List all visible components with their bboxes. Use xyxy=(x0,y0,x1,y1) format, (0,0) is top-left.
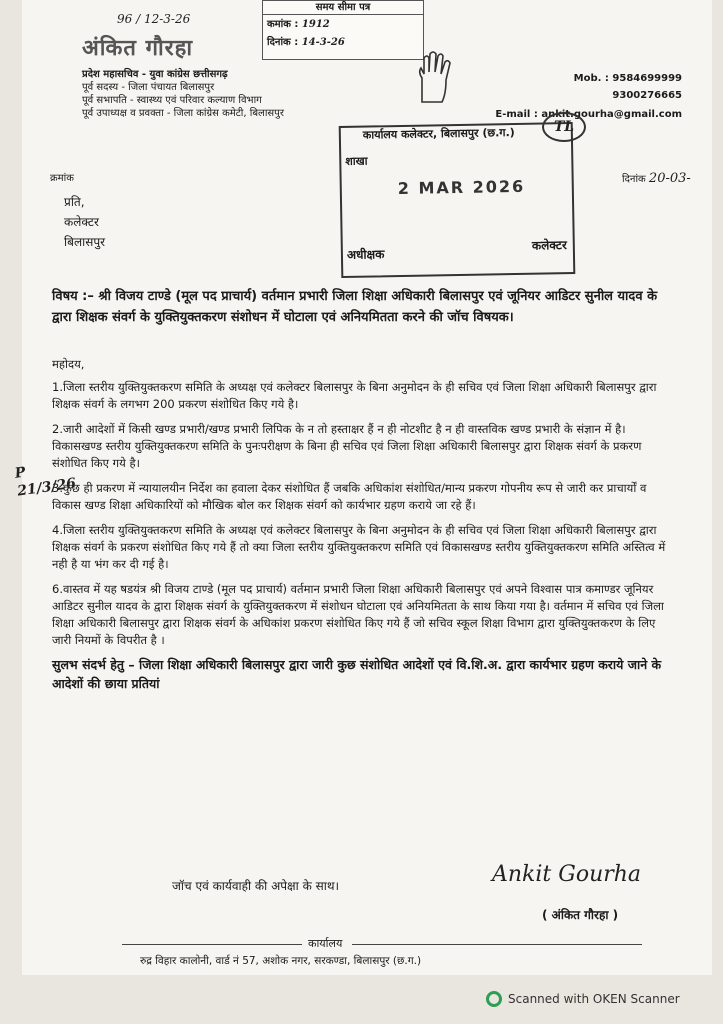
email-line: E-mail : ankit.gourha@gmail.com xyxy=(495,109,682,120)
margin-note: P 21/3/26 xyxy=(13,464,77,500)
reference-line: सुलभ संदर्भ हेतु – जिला शिक्षा अधिकारी बिलासपुर द्वारा जारी कुछ संशोधित आदेशों एवं वि.शि.अ. द्वारा कार्यभार ग्रहण कराये जाने के आदेशों की छाया प्रतियां xyxy=(52,657,662,691)
recipient-prati: प्रति, xyxy=(64,195,85,209)
letter-date-value: 20-03- xyxy=(648,171,691,186)
point-4: 4.जिला स्तरीय युक्तियुक्तकरण समिति के अध्यक्ष एवं कलेक्टर बिलासपुर के बिना अनुमोदन के ही सचिव एवं जिला शिक्षा अधिकारी बिलासपुर द्वारा शिक्षक संवर्ग के प्रकरण संशोधित किए गये हैं तो क्या जिला स्तरीय युक्तियुक्तकरण समिति एवं विकासखण्ड स्तरीय युक्तियुक्तकरण समिति अस्तित्व में नही है या भंग कर दी गई है। xyxy=(52,523,666,571)
footer-rule-left xyxy=(122,944,302,945)
handwritten-top-note: 96 / 12-3-26 xyxy=(117,12,191,26)
point-1: 1.जिला स्तरीय युक्तियुक्तकरण समिति के अध्यक्ष एवं कलेक्टर बिलासपुर के बिना अनुमोदन के ही सचिव एवं जिला शिक्षा अधिकारी बिलासपुर द्वारा शिक्षक संवर्ग के लगभग 200 प्रकरण संशोधित किए गये है। xyxy=(52,380,657,411)
letter-page xyxy=(13,0,712,975)
slip-kramank-value: 1912 xyxy=(301,19,330,30)
signature: Ankit Gourha xyxy=(492,862,642,887)
slip-title: समय सीमा पत्र xyxy=(263,1,423,15)
closing-line: जॉच एवं कार्यवाही की अपेक्षा के साथ। xyxy=(172,879,340,893)
point-6: 6.वास्तव में यह षडयंत्र श्री विजय टाण्डे (मूल पद प्राचार्य) वर्तमान प्रभारी जिला शिक्षा अधिकारी बिलासपुर एवं अपने विश्वास पात्र कमाण्डर जूनियर आडिटर सुनील यादव के द्वारा शिक्षक संवर्ग के युक्तियुक्तकरण में संशोधन घोटाला एवं अनियमितता के साथ किया गया है। वर्तमान में सचिव एवं जिला शिक्षा अधिकारी बिलासपुर द्वारा शिक्षक संवर्ग के अधिकांश प्रकरण संशोधित किए गये हैं जो सचिव स्कूल शिक्षा विभाग द्वारा युक्तियुक्तकरण के लिए जारी नियमों के विपरीत है । xyxy=(52,582,664,647)
slip-dinank-value: 14-3-26 xyxy=(301,37,345,48)
contact-block xyxy=(522,70,682,104)
sender-name: अंकित गौरहा xyxy=(82,35,194,61)
footer-office-label: कार्यालय xyxy=(308,937,343,950)
party-hand-icon xyxy=(412,50,458,106)
scanner-watermark xyxy=(486,987,716,1011)
designation-line: पूर्व सदस्य - जिला पंचायत बिलासपुर xyxy=(82,82,215,93)
mobile-label: Mob. : xyxy=(573,73,609,84)
slip-dinank-label: दिनांक xyxy=(267,37,291,48)
letter-date xyxy=(622,172,691,186)
footer-rule-right xyxy=(352,944,642,945)
designation-line: पूर्व उपाध्यक्ष व प्रवक्ता - जिला कांग्रेस कमेटी, बिलासपुर xyxy=(82,108,284,119)
letter-date-label: दिनांक xyxy=(622,174,646,185)
stamp-date: 2 MAR 2026 xyxy=(397,176,526,199)
recipient-line-1: कलेक्टर xyxy=(64,215,99,229)
designation-list xyxy=(82,68,402,120)
recipient-block xyxy=(64,192,105,252)
circled-initials: TL xyxy=(542,112,586,142)
point-3: 3.कुछ ही प्रकरण में न्यायालयीन निर्देश का हवाला देकर संशोधित हैं जबकि अधिकांश संशोधित/मान्य प्रकरण गोपनीय रूप से जारी कर प्राचार्यों व विकास खण्ड शिक्षा अधिकारियों को मौखिक बोल कर शिक्षक संवर्ग को कार्यभार ग्रहण कराये जा रहे हैं। xyxy=(52,481,647,512)
receipt-slip: समय सीमा पत्र कमांक : 1912 दिनांक : 14-3-26 xyxy=(262,0,424,60)
footer-address: रुद्र विहार कालोनी, वार्ड नं 57, अशोक नगर, सरकण्डा, बिलासपुर (छ.ग.) xyxy=(140,955,422,967)
mobile-number-1: 9584699999 xyxy=(612,73,682,84)
stamp-shakha: शाखा xyxy=(345,154,368,168)
letter-kramank: क्रमांक xyxy=(50,173,74,184)
stamp-collector: कलेक्टर xyxy=(531,238,567,253)
signer-name: ( अंकित गौरहा ) xyxy=(542,908,619,922)
designation-line: पूर्व सभापति - स्वास्थ्य एवं परिवार कल्याण विभाग xyxy=(82,95,262,106)
letter-subject: विषय :– श्री विजय टाण्डे (मूल पद प्राचार्य) वर्तमान प्रभारी जिला शिक्षा अधिकारी बिलासपुर एवं जूनियर आडिटर सुनील यादव के द्वारा शिक्षक संवर्ग के युक्तियुक्तकरण संशोधन में घोटाला एवं अनियमितता करने की जॉच विषयक। xyxy=(52,289,658,325)
slip-kramank-label: कमांक xyxy=(267,19,291,30)
point-2: 2.जारी आदेशों में किसी खण्ड प्रभारी/खण्ड प्रभारी लिपिक के न तो हस्ताक्षर हैं न ही नोटशीट है न ही वास्तविक खण्ड प्रभारी के संज्ञान में है। विकासखण्ड स्तरीय युक्तियुक्तकरण समिति के पुनःपरीक्षण के बिना ही सचिव एवं जिला शिक्षा अधिकारी बिलासपुर द्वारा शिक्षक संवर्ग के प्रकरण संशोधित किए गये है। xyxy=(52,422,642,470)
letter-body xyxy=(52,356,672,693)
stamp-superintendent: अधीक्षक xyxy=(346,247,385,262)
designation-line: प्रदेश महासचिव - युवा कांग्रेस छत्तीसगढ़ xyxy=(82,69,228,80)
salutation: महोदय, xyxy=(52,357,85,371)
collector-office-stamp xyxy=(339,122,576,278)
scanner-text: Scanned with OKEN Scanner xyxy=(508,992,680,1006)
oken-scanner-icon xyxy=(486,991,502,1007)
recipient-line-2: बिलासपुर xyxy=(64,235,106,249)
mobile-number-2: 9300276665 xyxy=(612,90,682,101)
stamp-office: कार्यालय कलेक्टर, बिलासपुर (छ.ग.) xyxy=(362,125,515,142)
